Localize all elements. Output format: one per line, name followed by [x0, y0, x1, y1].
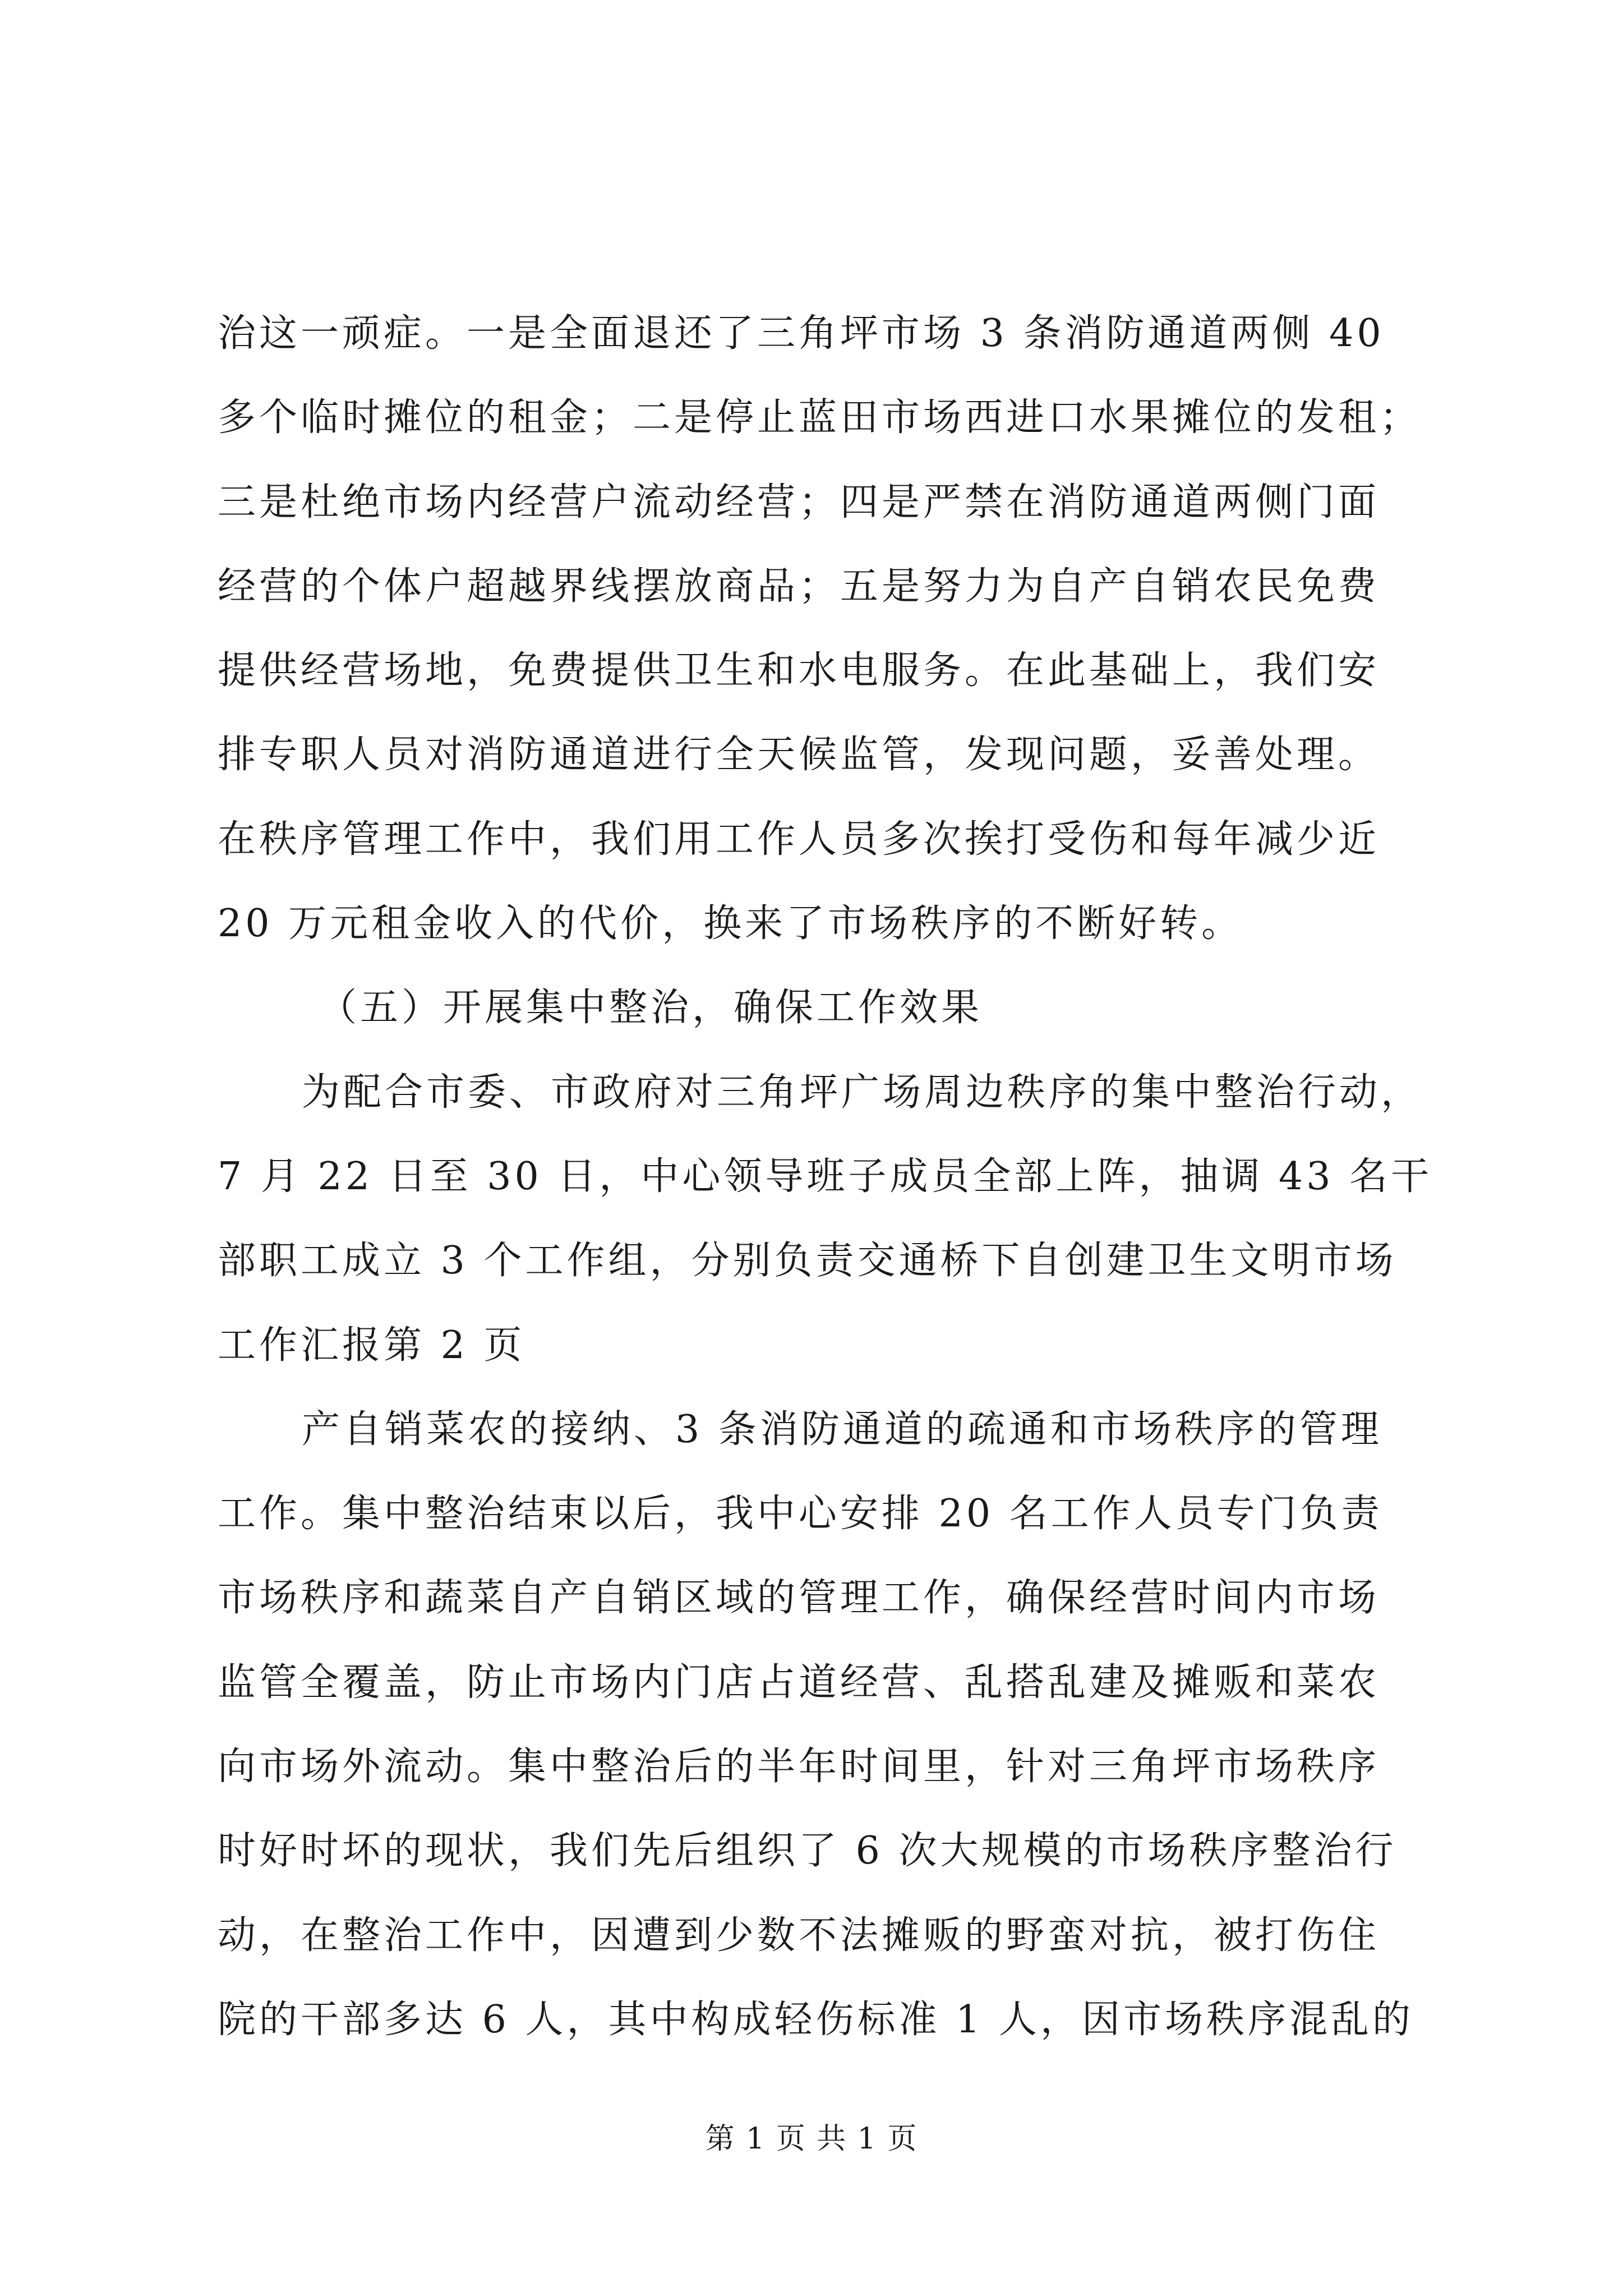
inline-page-marker: 工作汇报第 2 页 [218, 1323, 525, 1368]
text-line: 三是杜绝市场内经营户流动经营；四是严禁在消防通道两侧门面 [218, 480, 1380, 524]
text-line: 在秩序管理工作中，我们用工作人员多次挨打受伤和每年减少近 [218, 817, 1380, 862]
text-line: 多个临时摊位的租金；二是停止蓝田市场西进口水果摊位的发租； [218, 395, 1422, 440]
text-line: 20 万元租金收入的代价，换来了市场秩序的不断好转。 [218, 901, 1243, 946]
text-line: 经营的个体户超越界线摆放商品；五是努力为自产自销农民免费 [218, 564, 1380, 609]
text-line: 部职工成立 3 个工作组，分别负责交通桥下自创建卫生文明市场 [218, 1239, 1397, 1283]
text-line: 监管全覆盖，防止市场内门店占道经营、乱搭乱建及摊贩和菜农 [218, 1660, 1380, 1705]
document-body [218, 292, 1433, 2062]
text-line: 工作。集中整治结束以后，我中心安排 20 名工作人员专门负责 [218, 1492, 1383, 1536]
section-heading: （五）开展集中整治，确保工作效果 [319, 986, 983, 1030]
paragraph-first-line: 为配合市委、市政府对三角坪广场周边秩序的集中整治行动， [302, 1070, 1423, 1115]
text-line: 向市场外流动。集中整治后的半年时间里，针对三角坪市场秩序 [218, 1745, 1380, 1789]
text-line: 7 月 22 日至 30 日，中心领导班子成员全部上阵，抽调 43 名干 [218, 1154, 1433, 1199]
text-line: 治这一顽症。一是全面退还了三角坪市场 3 条消防通道两侧 40 [218, 311, 1385, 356]
text-line: 市场秩序和蔬菜自产自销区域的管理工作，确保经营时间内市场 [218, 1576, 1380, 1621]
page-footer: 第 1 页 共 1 页 [705, 2122, 918, 2156]
text-line: 排专职人员对消防通道进行全天候监管，发现问题，妥善处理。 [218, 733, 1380, 777]
text-line: 提供经营场地，免费提供卫生和水电服务。在此基础上，我们安 [218, 648, 1380, 693]
text-line: 院的干部多达 6 人，其中构成轻伤标准 1 人，因市场秩序混乱的 [218, 1997, 1414, 2042]
text-line: 时好时坏的现状，我们先后组织了 6 次大规模的市场秩序整治行 [218, 1829, 1397, 1874]
paragraph-first-line: 产自销菜农的接纳、3 条消防通道的疏通和市场秩序的管理 [302, 1407, 1382, 1452]
text-line: 动，在整治工作中，因遭到少数不法摊贩的野蛮对抗，被打伤住 [218, 1913, 1380, 1958]
